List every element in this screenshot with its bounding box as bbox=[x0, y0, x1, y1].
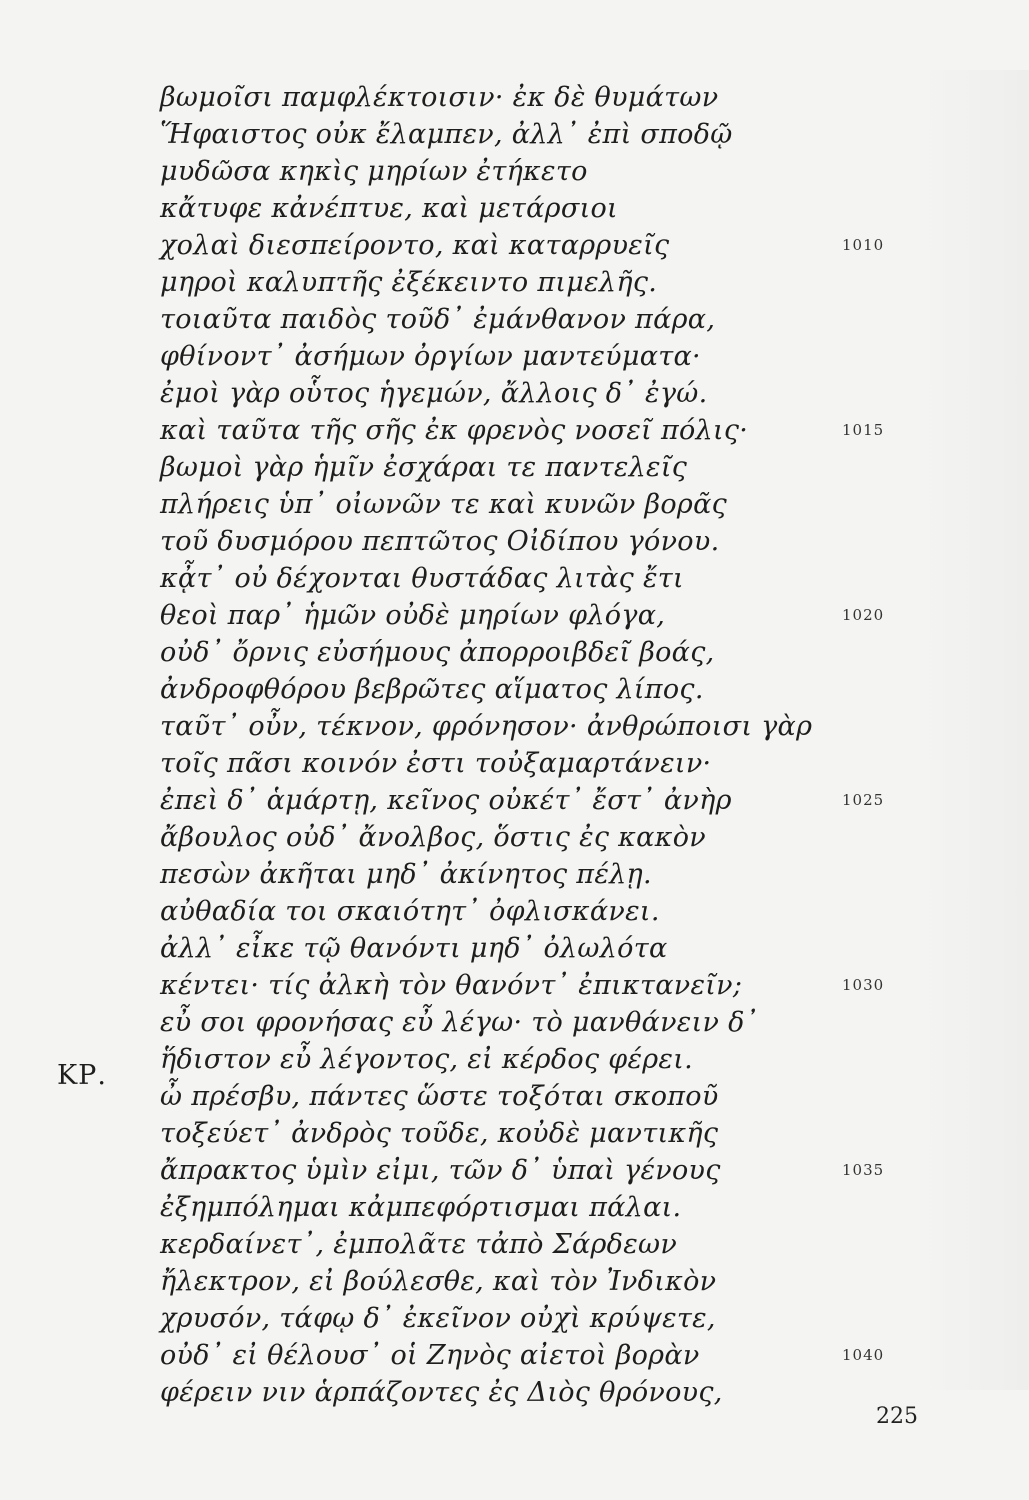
line-number: 1035 bbox=[842, 1161, 885, 1179]
facing-page-shadow bbox=[919, 70, 1029, 1390]
line-number: 1025 bbox=[842, 791, 885, 809]
verse-line: κᾆτ᾽ οὐ δέχονται θυστάδας λιτὰς ἔτι bbox=[160, 563, 684, 594]
verse-line: βωμοὶ γὰρ ἡμῖν ἐσχάραι τε παντελεῖς bbox=[160, 452, 688, 483]
verse-line: ἀνδροφθόρου βεβρῶτες αἵματος λίπος. bbox=[160, 674, 704, 705]
line-number: 1030 bbox=[842, 976, 885, 994]
verse-line: ἀλλ᾽ εἶκε τῷ θανόντι μηδ᾽ ὀλωλότα bbox=[160, 933, 668, 964]
verse-line: ὦ πρέσβυ, πάντες ὥστε τοξόται σκοποῦ bbox=[160, 1081, 719, 1112]
verse-line: ἤλεκτρον, εἰ βούλεσθε, καὶ τὸν Ἰνδικὸν bbox=[160, 1266, 717, 1297]
verse-line: κἄτυφε κἀνέπτυε, καὶ μετάρσιοι bbox=[160, 193, 618, 224]
verse-line: καὶ ταῦτα τῆς σῆς ἐκ φρενὸς νοσεῖ πόλις· bbox=[160, 415, 749, 446]
line-number: 1020 bbox=[842, 606, 885, 624]
verse-line: τοξεύετ᾽ ἀνδρὸς τοῦδε, κοὐδὲ μαντικῆς bbox=[160, 1118, 719, 1149]
verse-line: φθίνοντ᾽ ἀσήμων ὀργίων μαντεύματα· bbox=[160, 341, 701, 372]
verse-line: εὖ σοι φρονήσας εὖ λέγω· τὸ μανθάνειν δ᾽ bbox=[160, 1007, 759, 1038]
verse-line: αὐθαδία τοι σκαιότητ᾽ ὀφλισκάνει. bbox=[160, 896, 660, 927]
verse-line: οὐδ᾽ ὄρνις εὐσήμους ἀπορροιβδεῖ βοάς, bbox=[160, 637, 715, 668]
verse-line: ταῦτ᾽ οὖν, τέκνον, φρόνησον· ἀνθρώποισι γὰρ bbox=[160, 711, 813, 742]
verse-line: μηροὶ καλυπτῆς ἐξέκειντο πιμελῆς. bbox=[160, 267, 658, 298]
verse-line: τοῖς πᾶσι κοινόν ἐστι τοὐξαμαρτάνειν· bbox=[160, 748, 712, 779]
page-number: 225 bbox=[876, 1404, 918, 1429]
line-number: 1010 bbox=[842, 236, 885, 254]
verse-line: ἐμοὶ γὰρ οὗτος ἡγεμών, ἄλλοις δ᾽ ἐγώ. bbox=[160, 378, 708, 409]
verse-line: χρυσόν, τάφῳ δ᾽ ἐκεῖνον οὐχὶ κρύψετε, bbox=[160, 1303, 716, 1334]
line-number: 1040 bbox=[842, 1346, 885, 1364]
verse-line: Ἥφαιστος οὐκ ἔλαμπεν, ἀλλ᾽ ἐπὶ σποδῷ bbox=[160, 119, 733, 150]
verse-line: ἄβουλος οὐδ᾽ ἄνολβος, ὅστις ἐς κακὸν bbox=[160, 822, 706, 853]
verse-line: θεοὶ παρ᾽ ἡμῶν οὐδὲ μηρίων φλόγα, bbox=[160, 600, 666, 631]
verse-line: ἐξημπόλημαι κἀμπεφόρτισμαι πάλαι. bbox=[160, 1192, 682, 1223]
line-number: 1015 bbox=[842, 421, 885, 439]
verse-line: ἥδιστον εὖ λέγοντος, εἰ κέρδος φέρει. bbox=[160, 1044, 693, 1075]
verse-line: τοῦ δυσμόρου πεπτῶτος Οἰδίπου γόνου. bbox=[160, 526, 720, 557]
verse-line: ἄπρακτος ὑμὶν εἰμι, τῶν δ᾽ ὑπαὶ γένους bbox=[160, 1155, 721, 1186]
speaker-label: ΚΡ. bbox=[57, 1060, 107, 1091]
verse-line: οὐδ᾽ εἰ θέλουσ᾽ οἱ Ζηνὸς αἰετοὶ βορὰν bbox=[160, 1340, 700, 1371]
verse-line: κερδαίνετ᾽, ἐμπολᾶτε τἀπὸ Σάρδεων bbox=[160, 1229, 678, 1260]
verse-line: τοιαῦτα παιδὸς τοῦδ᾽ ἐμάνθανον πάρα, bbox=[160, 304, 716, 335]
verse-line: χολαὶ διεσπείροντο, καὶ καταρρυεῖς bbox=[160, 230, 670, 261]
verse-line: μυδῶσα κηκὶς μηρίων ἐτήκετο bbox=[160, 156, 588, 187]
verse-line: κέντει· τίς ἀλκὴ τὸν θανόντ᾽ ἐπικτανεῖν; bbox=[160, 970, 743, 1001]
verse-line: βωμοῖσι παμφλέκτοισιν· ἐκ δὲ θυμάτων bbox=[160, 82, 719, 113]
verse-line: πεσὼν ἀκῆται μηδ᾽ ἀκίνητος πέλῃ. bbox=[160, 859, 652, 890]
verse-line: φέρειν νιν ἁρπάζοντες ἐς Διὸς θρόνους, bbox=[160, 1377, 723, 1408]
verse-line: πλήρεις ὑπ᾽ οἰωνῶν τε καὶ κυνῶν βορᾶς bbox=[160, 489, 728, 520]
verse-line: ἐπεὶ δ᾽ ἁμάρτῃ, κεῖνος οὐκέτ᾽ ἔστ᾽ ἀνὴρ bbox=[160, 785, 732, 816]
